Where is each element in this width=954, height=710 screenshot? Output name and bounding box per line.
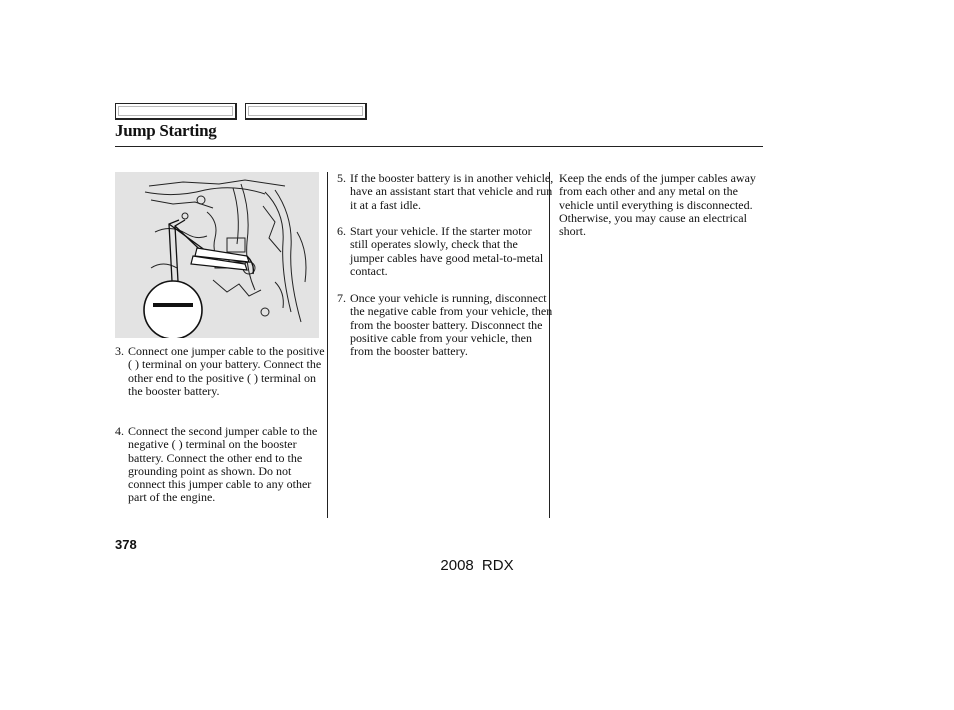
nav-button-1-inner — [118, 106, 233, 116]
step-7-text: Once your vehicle is running, disconnect the negative cable from your vehicle, then from the booster battery. Disconnect the positive cable from your vehicle, then from the booster battery. — [350, 291, 553, 359]
engine-grounding-diagram — [115, 172, 319, 338]
step-5-number: 5. — [337, 171, 346, 185]
step-5 — [337, 172, 556, 212]
step-4-text: Connect the second jumper cable to the negative ( ) terminal on the booster battery. Connect the other end to the grounding point as shown. Do not connect this jumper cable to any other part of the engine. — [128, 424, 318, 505]
engine-illustration — [115, 172, 319, 338]
step-4-number: 4. — [115, 424, 124, 438]
title-rule — [115, 146, 763, 147]
step-6-text: Start your vehicle. If the starter motor still operates slowly, check that the jumper cables have good metal-to-metal contact. — [350, 224, 544, 278]
column-divider-1 — [327, 172, 328, 518]
nav-button-1[interactable] — [115, 103, 237, 120]
step-7-number: 7. — [337, 291, 346, 305]
step-6-number: 6. — [337, 224, 346, 238]
section-title: Jump Starting — [115, 121, 217, 140]
nav-button-2[interactable] — [245, 103, 367, 120]
step-5-text: If the booster battery is in another vehicle, have an assistant start that vehicle and run it at a fast idle. — [350, 171, 554, 212]
step-7 — [337, 292, 556, 358]
nav-button-2-inner — [248, 106, 363, 116]
model-footer: 2008 RDX — [440, 557, 514, 574]
step-3-number: 3. — [115, 344, 124, 358]
step-4 — [115, 425, 326, 505]
step-3 — [115, 345, 326, 398]
step-6 — [337, 225, 548, 278]
step-3-text: Connect one jumper cable to the positive ( ) terminal on your battery. Connect the other end to the positive ( ) terminal on the booster battery. — [128, 344, 325, 398]
caution-note: Keep the ends of the jumper cables away from each other and any metal on the vehicle until everything is disconnected. Otherwise, you may cause an electrical short. — [559, 171, 756, 239]
page-number: 378 — [115, 537, 137, 552]
